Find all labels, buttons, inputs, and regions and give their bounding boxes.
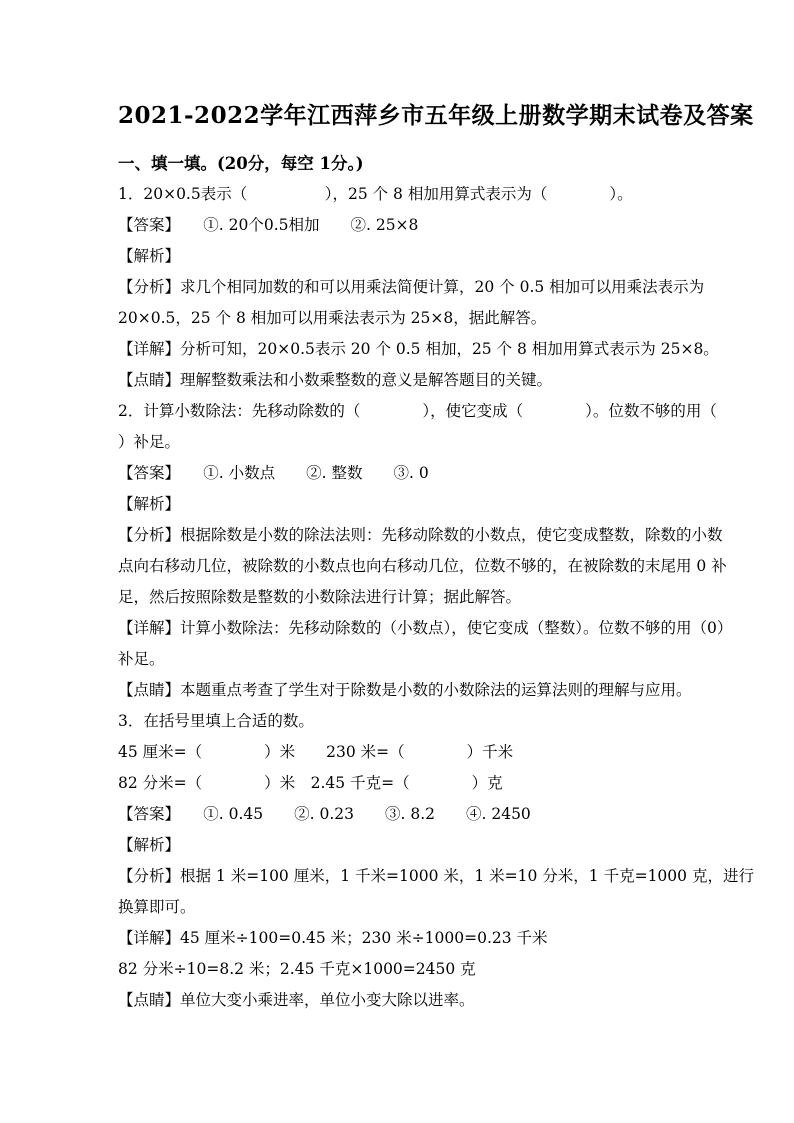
keypoint-line: 【点睛】理解整数乘法和小数乘整数的意义是解答题目的关键。 (118, 371, 553, 389)
detail-line: 【详解】分析可知，20×0.5表示 20 个 0.5 相加，25 个 8 相加用算式表示为 25×8。 (118, 340, 719, 358)
detail-continued-line: 82 分米÷10=8.2 米；2.45 千克×1000=2450 克 (118, 960, 476, 978)
detail-line: 【详解】45 厘米÷100=0.45 米；230 米÷1000=0.23 千米 (118, 929, 548, 947)
analysis-label-line: 【解析】 (118, 247, 181, 265)
analysis-line: 20×0.5，25 个 8 相加可以用乘法表示为 25×8，据此解答。 (118, 309, 547, 327)
document-content (118, 100, 754, 1016)
question-3-line: 3．在括号里填上合适的数。 (118, 712, 314, 730)
keypoint-line: 【点睛】本题重点考查了学生对于除数是小数的小数除法的运算法则的理解与应用。 (118, 681, 692, 699)
question-2-continued-line: ）补足。 (118, 433, 181, 451)
analysis-line: 足，然后按照除数是整数的小数除法进行计算；据此解答。 (118, 588, 522, 606)
question-1-line: 1．20×0.5表示（ ），25 个 8 相加用算式表示为（ ）。 (118, 185, 633, 203)
answer-line: 【答案】 ①. 小数点 ②. 整数 ③. 0 (118, 464, 429, 482)
detail-line: 【详解】计算小数除法：先移动除数的（小数点），使它变成（整数）。位数不够的用（0） (118, 619, 733, 637)
section-heading: 一、填一填。(20分，每空 1分。) (118, 154, 364, 173)
question-3-blank-row: 45 厘米=（ ）米 230 米=（ ）千米 (118, 743, 514, 761)
analysis-line: 【分析】根据 1 米=100 厘米，1 千米=1000 米，1 米=10 分米，1 千克=1000 克，进行 (118, 867, 754, 885)
analysis-label-line: 【解析】 (118, 836, 181, 854)
answer-line: 【答案】 ①. 20个0.5相加 ②. 25×8 (118, 216, 419, 234)
doc-title: 2021-2022学年江西萍乡市五年级上册数学期末试卷及答案 (118, 102, 754, 129)
analysis-label-line: 【解析】 (118, 495, 181, 513)
detail-continued-line: 补足。 (118, 650, 165, 668)
question-2-line: 2．计算小数除法：先移动除数的（ ），使它变成（ ）。位数不够的用（ (118, 402, 717, 420)
answer-line: 【答案】 ①. 0.45 ②. 0.23 ③. 8.2 ④. 2450 (118, 805, 531, 823)
question-3-blank-row: 82 分米=（ ）米 2.45 千克=（ ）克 (118, 774, 503, 792)
analysis-line: 换算即可。 (118, 898, 196, 916)
analysis-line: 点向右移动几位，被除数的小数点也向右移动几位，位数不够的，在被除数的末尾用 0 补 (118, 557, 727, 575)
analysis-line: 【分析】求几个相同加数的和可以用乘法简便计算，20 个 0.5 相加可以用乘法表示为 (118, 278, 705, 296)
analysis-line: 【分析】根据除数是小数的除法法则：先移动除数的小数点，使它变成整数，除数的小数 (118, 526, 723, 544)
keypoint-line: 【点睛】单位大变小乘进率，单位小变大除以进率。 (118, 991, 475, 1009)
